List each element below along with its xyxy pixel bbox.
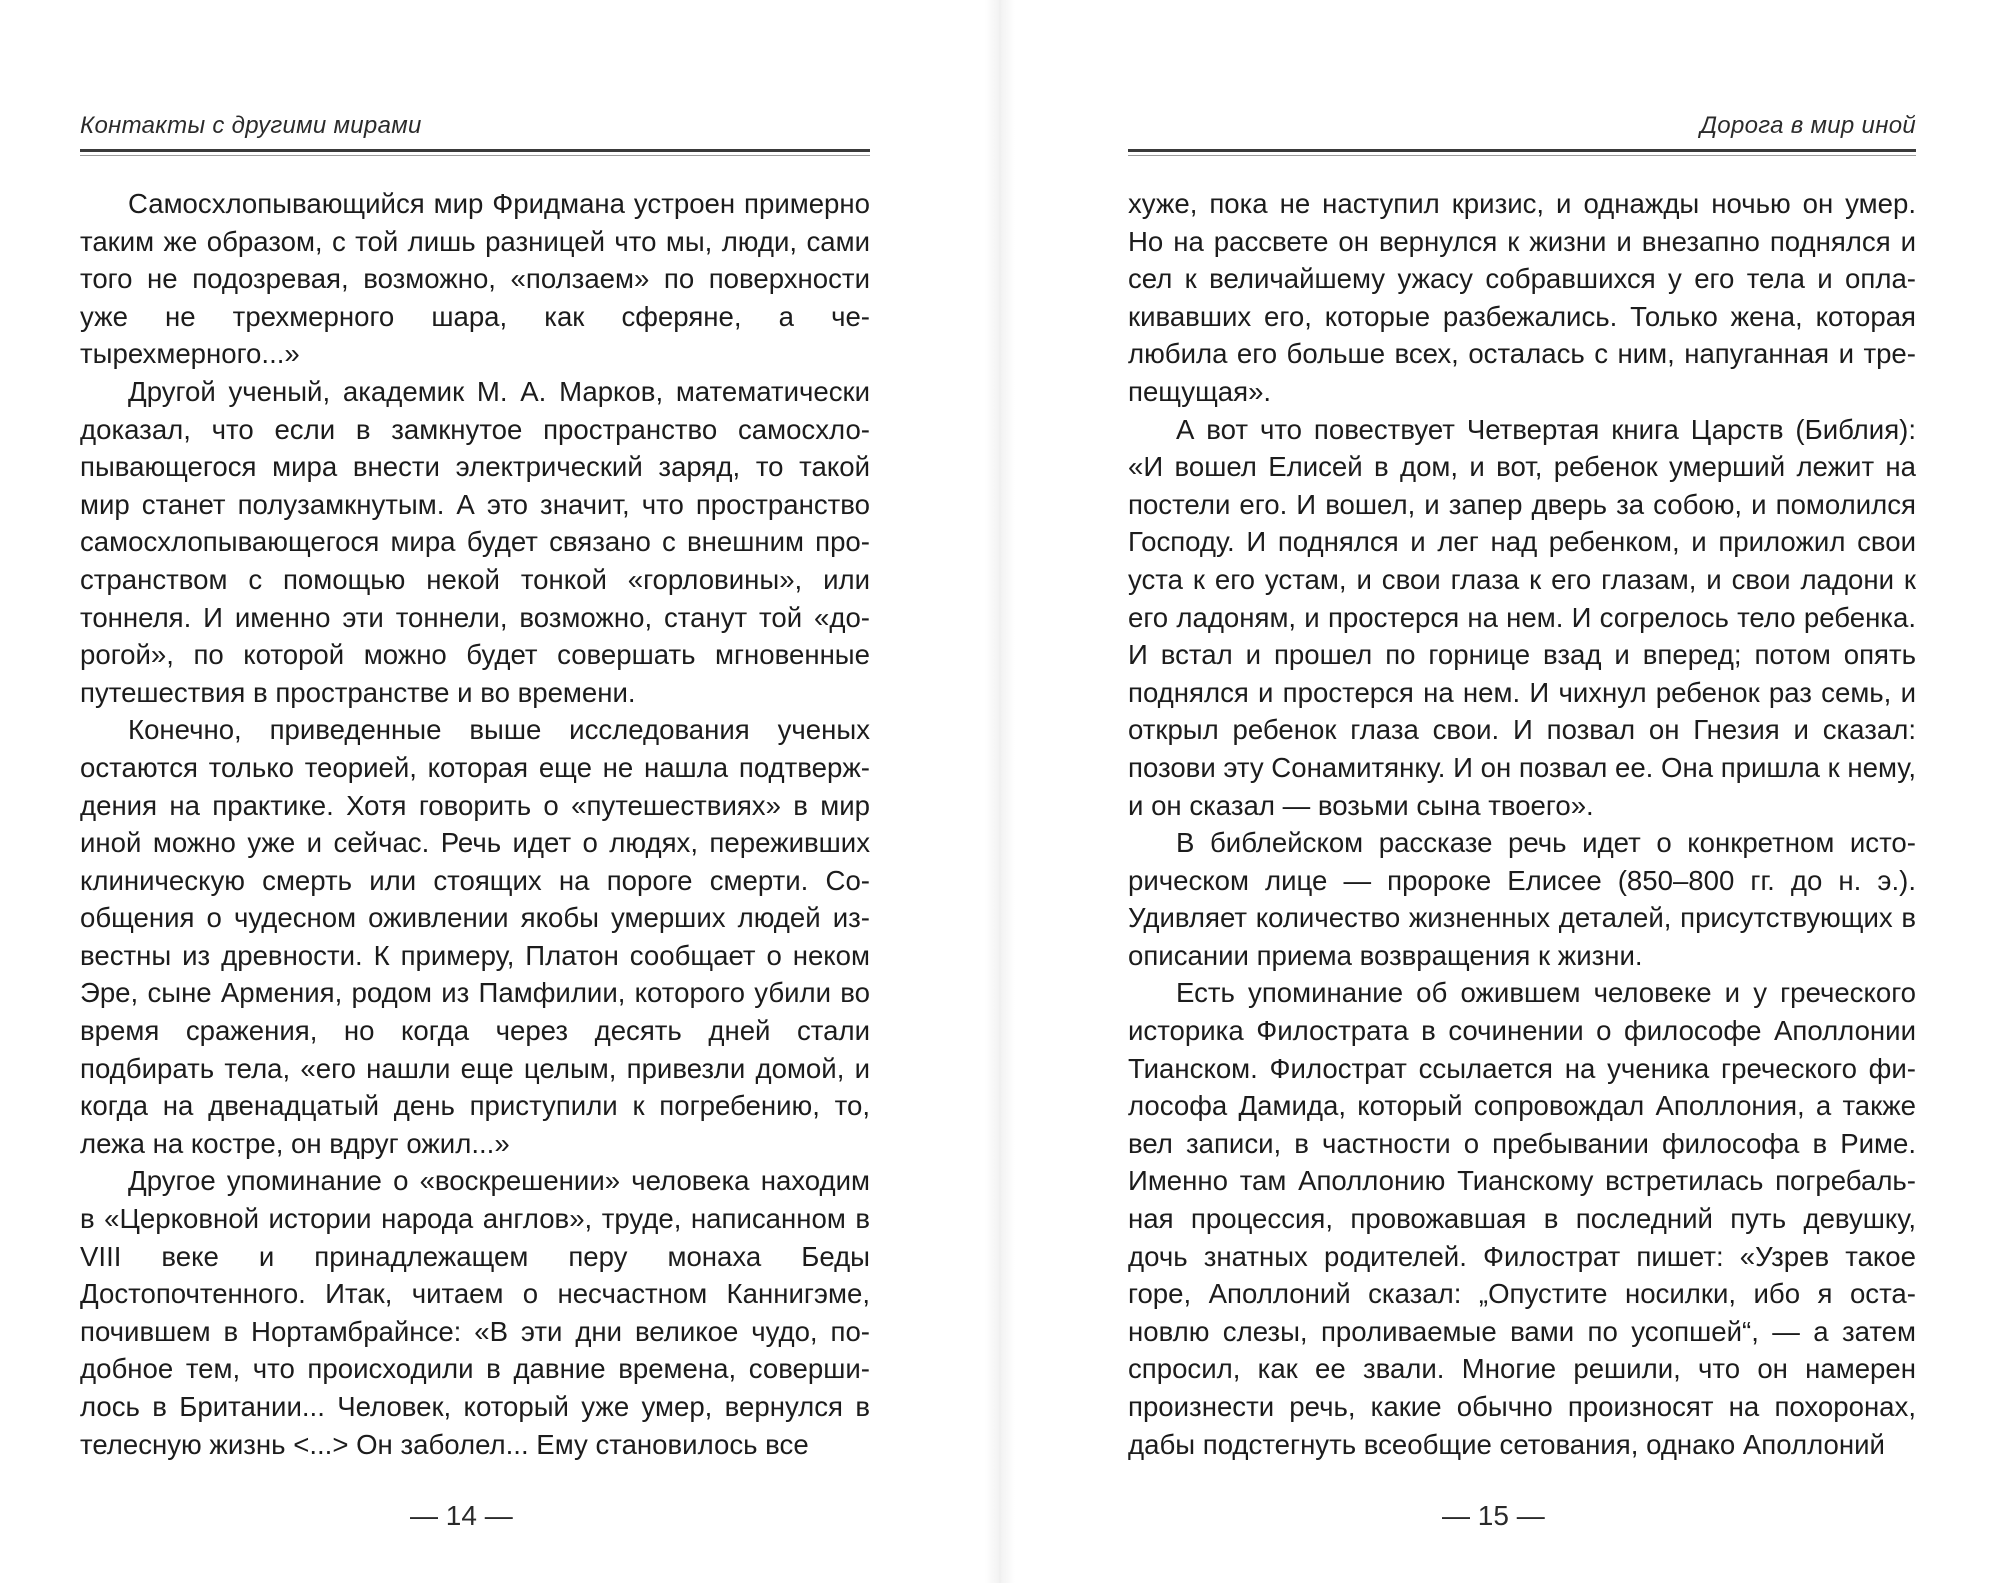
left-page — [80, 0, 870, 1583]
paragraph: Есть упоминание об ожившем человеке и у греческого историка Филострата в сочинении о философе Аполлонии Тианском. Филострат ссылается на ученика греческого философа Дамида, который сопровождал Аполлония, а также вел записи, в частности о пребывании философа в Риме. Именно там Аполлонию Тианскому встретилась погребальная процессия, провожавшая в последний путь девушку, дочь знатных родителей. Филострат пишет: «Узрев такое горе, Аполлоний сказал: „Опустите носилки, ибо я остановлю слезы, проливаемые вами по усопшей“, — а затем спросил, как ее звали. Многие решили, что он намерен произнести речь, какие обычно произносят на похоронах, дабы подстегнуть всеобщие сетования, однако Аполлоний — [1128, 977, 1916, 1460]
right-page — [1128, 0, 1916, 1583]
paragraph: Другой ученый, академик М. А. Марков, математически доказал, что если в замкнутое пространство самосхлопывающегося мира внести электрический заряд, то такой мир станет полузамкнутым. А это значит, что пространство самосхлопывающегося мира будет связано с внешним пространством с помощью некой тонкой «горловины», или тоннеля. И именно эти тоннели, возможно, станут той «дорогой», по которой можно будет совершать мгновенные путешествия в пространстве и во времени. — [80, 375, 870, 708]
paragraph-continued: хуже, пока не наступил кризис, и однажды ночью он умер. Но на рассвете он вернулся к жизни и внезапно поднялся и сел к величайшему ужасу собравшихся у его тела и оплакивавших его, которые разбежались. Только жена, которая любила его больше всех, осталась с ним, напуганная и трепещущая». — [1128, 188, 1916, 407]
right-page-body — [1128, 185, 1916, 1463]
paragraph: Самосхлопывающийся мир Фридмана устроен примерно таким же образом, с той лишь разницей что мы, люди, сами того не подозревая, возможно, «ползаем» по поверхности уже не трехмерного шара, как сферяне, а четырехмерного...» — [80, 188, 870, 370]
book-gutter — [985, 0, 1015, 1583]
paragraph: А вот что повествует Четвертая книга Царств (Библия): «И вошел Елисей в дом, и вот, ребенок умерший лежит на постели его. И вошел, и запер дверь за собою, и помолился Господу. И поднялся и лег над ребенком, и приложил свои уста к его устам, и свои глаза к его глазам, и свои ладони к его ладоням, и простерся на нем. И согрелось тело ребенка. И встал и прошел по горнице взад и вперед; потом опять поднялся и простерся на нем. И чихнул ребенок раз семь, и открыл ребенок глаза свои. И позвал он Гнезия и сказал: позови эту Сонамитянку. И он позвал ее. Она пришла к нему, и он сказал — возьми сына твоего». — [1128, 413, 1916, 821]
page-number-right: — 15 — — [1442, 1500, 1545, 1531]
paragraph: В библейском рассказе речь идет о конкретном историческом лице — пророке Елисее (850–800 гг. до н. э.). Удивляет количество жизненных деталей, присутствующих в описании приема возвращения к жизни. — [1128, 827, 1916, 971]
header-rule — [1128, 149, 1916, 152]
running-head-right: Дорога в мир иной — [1700, 112, 1916, 139]
left-page-body — [80, 185, 870, 1463]
header-rule-thin — [80, 155, 870, 156]
header-rule-thin — [1128, 155, 1916, 156]
paragraph: Конечно, приведенные выше исследования ученых остаются только теорией, которая еще не нашла подтверждения на практике. Хотя говорить о «путешествиях» в мир иной можно уже и сейчас. Речь идет о людях, переживших клиническую смерть или стоящих на пороге смерти. Сообщения о чудесном оживлении якобы умерших людей известны из древности. К примеру, Платон сообщает о неком Эре, сыне Армения, родом из Памфилии, которого убили во время сражения, но когда через десять дней стали подбирать тела, «его нашли еще целым, привезли домой, и когда на двенадцатый день приступили к погребению, то, лежа на костре, он вдруг ожил...» — [80, 714, 870, 1159]
running-head-left: Контакты с другими мирами — [80, 112, 422, 139]
paragraph: Другое упоминание о «воскрешении» человека находим в «Церковной истории народа англов», труде, написанном в VIII веке и принадлежащем перу монаха Беды Достопочтенного. Итак, читаем о несчастном Каннигэме, почившем в Нортамбрайнсе: «В эти дни великое чудо, подобное тем, что происходили в давние времена, совершилось в Британии... Человек, который уже умер, вернулся в телесную жизнь <...> Он заболел... Ему становилось все — [80, 1165, 870, 1460]
page-number-left: — 14 — — [410, 1500, 513, 1531]
header-rule — [80, 149, 870, 152]
